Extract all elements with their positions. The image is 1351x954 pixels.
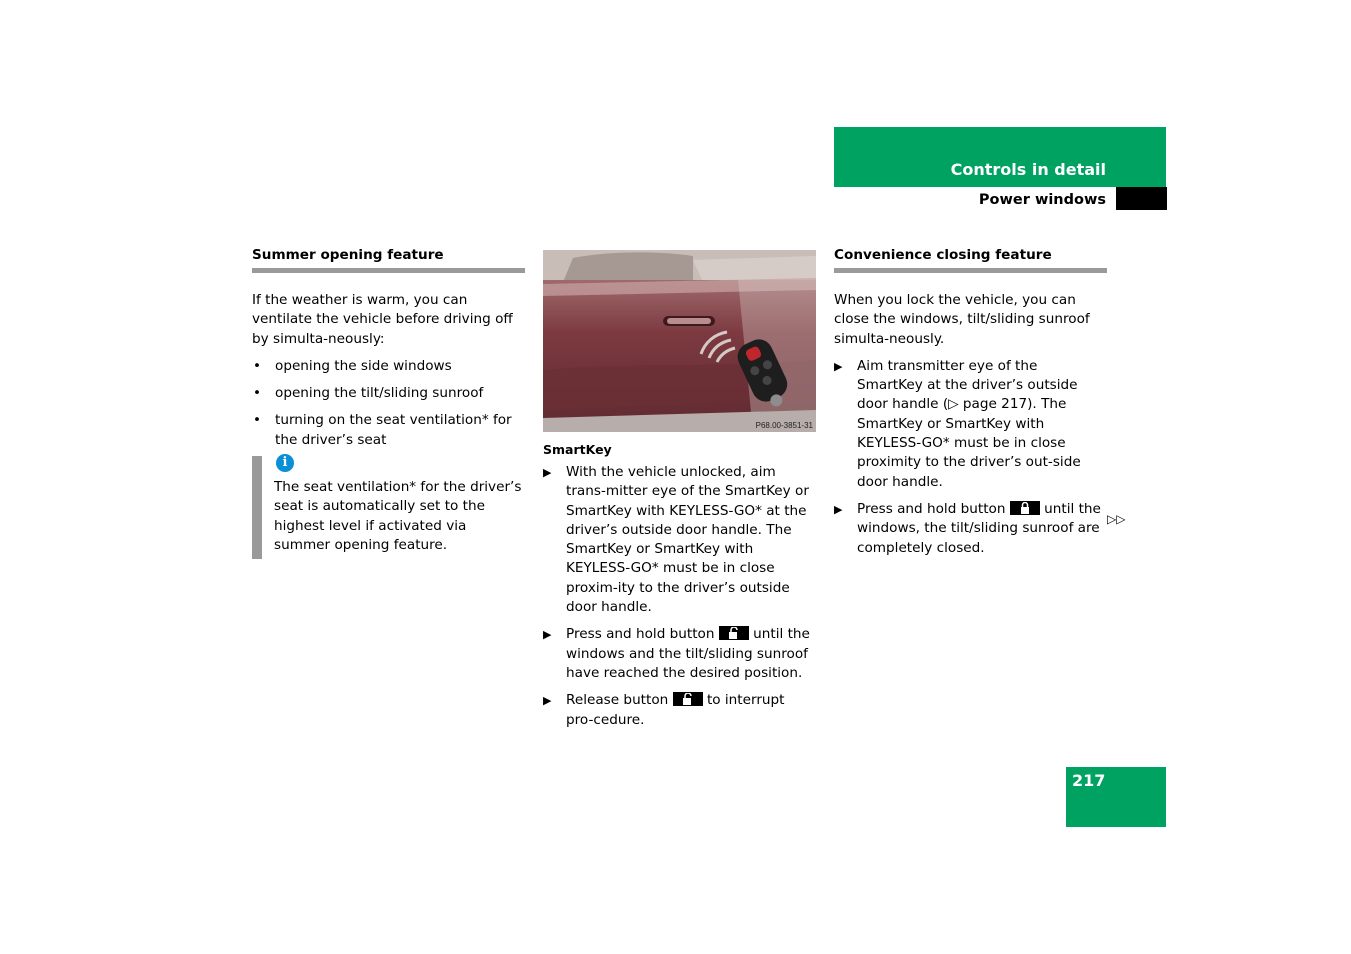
list-item [252,384,525,403]
lock-icon [1010,501,1040,515]
convenience-closing-heading: Convenience closing feature [834,246,1107,273]
step-text: Release button [566,692,669,709]
bullet-text: turning on the seat ventilation* for the driver’s seat [275,412,512,448]
unlock-icon [673,692,703,706]
subsection-title: Power windows [978,192,1106,208]
arrow-icon: ▶ [543,466,552,479]
image-caption: SmartKey [543,442,612,457]
smartkey-door-illustration [543,250,816,432]
convenience-steps [834,357,1107,558]
list-item [834,500,1107,558]
step-text: Press and hold button [857,500,1006,517]
smartkey-steps [543,463,816,730]
info-note [252,456,525,559]
section-title: Controls in detail [950,160,1106,179]
info-bar [252,456,262,559]
step-text: Aim transmitter eye of the SmartKey at the driver’s outside door handle (▷ page 217). The SmartKey or SmartKey with KEYLESS-GO* must be in close proximity to the driver’s out-side door handle. [857,357,1081,490]
list-item [543,625,816,683]
step-text: With the vehicle unlocked, aim trans-mitter eye of the SmartKey or SmartKey with KEYLESS-GO* at the driver’s outside door handle. The SmartKey or SmartKey with KEYLESS-GO* must be in close proxim-ity to the driver’s outside door handle. [566,464,809,616]
list-item [252,357,525,376]
unlock-icon [719,626,749,640]
continued-marker: ▷▷ [1107,512,1126,526]
info-text: The seat ventilation* for the driver’s seat is automatically set to the highest level if activated via summer opening feature. [274,479,522,553]
convenience-intro: When you lock the vehicle, you can close the windows, tilt/sliding sunroof simulta-neously. [834,292,1090,347]
step-text: Press and hold button [566,626,715,643]
bullet-text: opening the tilt/sliding sunroof [275,385,484,402]
summer-opening-heading: Summer opening feature [252,246,525,273]
right-column [834,246,1107,566]
arrow-icon: ▶ [834,502,843,516]
list-item [543,691,816,730]
bullet-symbol: • [253,412,262,429]
list-item [252,411,525,450]
step-text: until the windows, the tilt/sliding sunroof are completely closed. [857,500,1101,556]
header-marker [1116,187,1167,210]
bullet-symbol: • [253,385,262,402]
summer-intro: If the weather is warm, you can ventilate the vehicle before driving off by simulta-neously: [252,292,513,347]
image-code: P68.00-3851-31 [755,421,813,430]
info-icon: i [276,454,294,472]
step-text: until the windows and the tilt/sliding sunroof have reached the desired position. [566,626,810,681]
bullet-text: opening the side windows [275,357,452,374]
arrow-icon: ▶ [543,694,552,708]
arrow-icon: ▶ [543,628,552,642]
step-text: to interrupt pro-cedure. [566,692,785,728]
list-item [834,357,1107,492]
arrow-icon: ▶ [834,359,843,373]
bullet-symbol: • [253,357,262,374]
list-item [543,463,816,617]
page-number: 217 [1072,771,1106,790]
summer-bullets [252,357,525,450]
middle-column [543,463,816,738]
left-column [252,246,525,458]
